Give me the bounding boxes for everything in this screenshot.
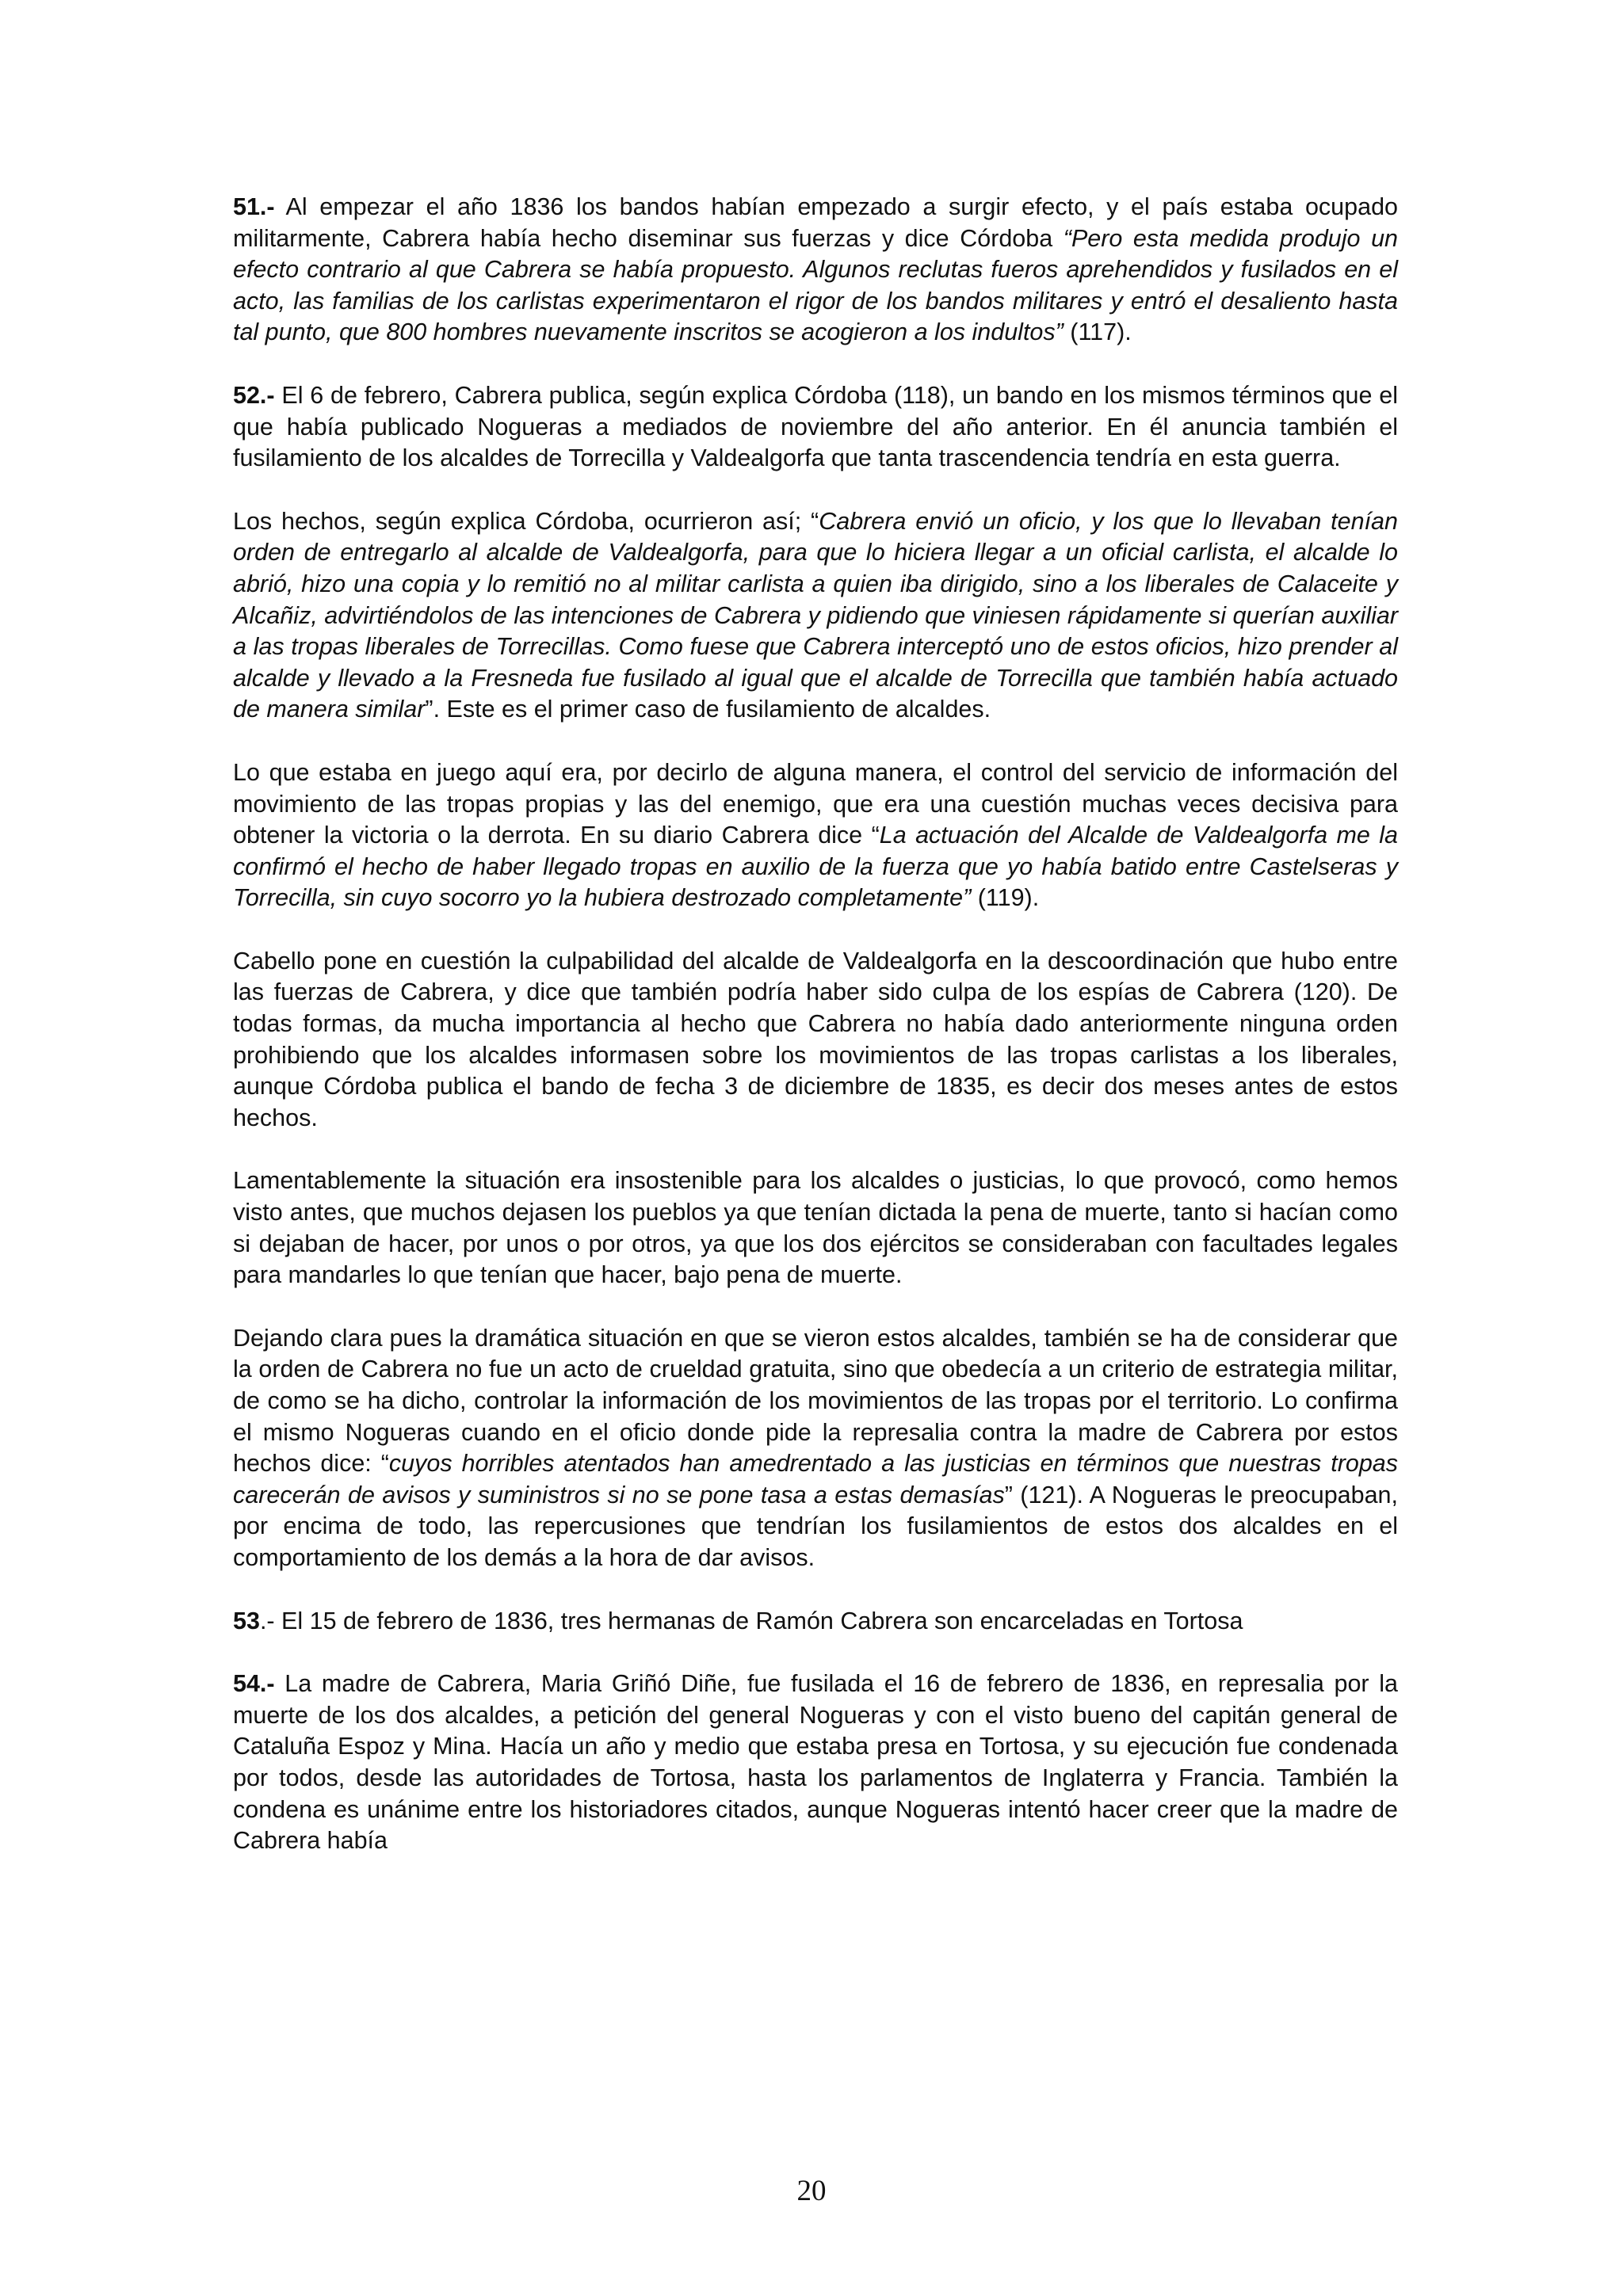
paragraph-cabello: [233, 946, 1398, 1135]
paragraph-text: .- El 15 de febrero de 1836, tres hermanas de Ramón Cabrera son encarceladas en Tortosa: [259, 1607, 1243, 1634]
quote-text: cuyos horribles atentados han amedrentado a las justicias en términos que nuestras tropas carecerán de avisos y suministros si no se pone tasa a estas demasías: [233, 1450, 1398, 1508]
paragraph-number: 54.-: [233, 1670, 275, 1698]
document-body: [233, 192, 1398, 1889]
paragraph-text: (119).: [971, 884, 1040, 912]
paragraph-54: [233, 1669, 1398, 1857]
paragraph-los-hechos: [233, 506, 1398, 726]
paragraph-number: 52.-: [233, 381, 275, 409]
paragraph-52: [233, 380, 1398, 475]
paragraph-dejando-clara: [233, 1323, 1398, 1574]
paragraph-lamentablemente: [233, 1165, 1398, 1291]
paragraph-number: 51.-: [233, 193, 275, 220]
paragraph-text: (117).: [1063, 318, 1132, 346]
paragraph-text: Lo que estaba en juego aquí era, por decirlo de alguna manera, el control del servicio de información del movimiento de las tropas propias y las del enemigo, que era una cuestión muchas veces decisiva para obtener la victoria o la derrota. En su diario Cabrera dice “: [233, 758, 1398, 849]
quote-text: La actuación del Alcalde de Valdealgorfa me la confirmó el hecho de haber llegado tropas en auxilio de la fuerza que yo había batido entre Castelseras y Torrecilla, sin cuyo socorro yo la hubiera destrozado completamente”: [233, 822, 1398, 912]
paragraph-lo-que-estaba-en-juego: [233, 757, 1398, 914]
paragraph-text: Cabello pone en cuestión la culpabilidad del alcalde de Valdealgorfa en la descoordinación que hubo entre las fuerzas de Cabrera, y dice que también podría haber sido culpa de los espías de Cabrera (120). De todas formas, da mucha importancia al hecho que Cabrera no había dado anteriormente ninguna orden prohibiendo que los alcaldes informasen sobre los movimientos de las tropas carlistas a los liberales, aunque Córdoba publica el bando de fecha 3 de diciembre de 1835, es decir dos meses antes de estos hechos.: [233, 947, 1398, 1131]
paragraph-text: Los hechos, según explica Córdoba, ocurrieron así; “: [233, 507, 819, 535]
paragraph-text: Dejando clara pues la dramática situación en que se vieron estos alcaldes, también se ha de considerar que la orden de Cabrera no fue un acto de crueldad gratuita, sino que obedecía a un criterio de estrategia militar, de como se ha dicho, controlar la información de los movimientos de las tropas por el territorio. Lo confirma el mismo Nogueras cuando en el oficio donde pide la represalia contra la madre de Cabrera por estos hechos dice: “: [233, 1324, 1398, 1478]
paragraph-text: ” (121). A Nogueras le preocupaban, por encima de todo, las repercusiones que tendrían los fusilamientos de estos dos alcaldes en el comportamiento de los demás a la hora de dar avisos.: [233, 1481, 1398, 1571]
paragraph-text: Lamentablemente la situación era insostenible para los alcaldes o justicias, lo que provocó, como hemos visto antes, que muchos dejasen los pueblos ya que tenían dictada la pena de muerte, tanto si hacían como si dejaban de hacer, por unos o por otros, ya que los dos ejércitos se consideraban con facultades legales para mandarles lo que tenían que hacer, bajo pena de muerte.: [233, 1167, 1398, 1289]
page-number: 20: [796, 2175, 827, 2207]
paragraph-text: El 6 de febrero, Cabrera publica, según explica Córdoba (118), un bando en los mismos términos que el que había publicado Nogueras a mediados de noviembre del año anterior. En él anuncia también el fusilamiento de los alcaldes de Torrecilla y Valdealgorfa que tanta trascendencia tendría en esta guerra.: [233, 381, 1398, 472]
paragraph-text: La madre de Cabrera, Maria Griñó Diñe, fue fusilada el 16 de febrero de 1836, en represalia por la muerte de los dos alcaldes, a petición del general Nogueras y con el visto bueno del capitán general de Cataluña Espoz y Mina. Hacía un año y medio que estaba presa en Tortosa, y su ejecución fue condenada por todos, desde las autoridades de Tortosa, hasta los parlamentos de Inglaterra y Francia. También la condena es unánime entre los historiadores citados, aunque Nogueras intentó hacer creer que la madre de Cabrera había: [233, 1670, 1398, 1855]
paragraph-51: [233, 192, 1398, 349]
paragraph-text: ”. Este es el primer caso de fusilamiento de alcaldes.: [425, 696, 991, 723]
paragraph-number: 53: [233, 1607, 260, 1634]
quote-text: “Pero esta medida produjo un efecto contrario al que Cabrera se había propuesto. Algunos reclutas fueros aprehendidos y fusilados en el acto, las familias de los carlistas experimentaron el rigor de los bandos militares y entró el desaliento hasta tal punto, que 800 hombres nuevamente inscritos se acogieron a los indultos”: [233, 224, 1398, 346]
paragraph-text: Al empezar el año 1836 los bandos habían empezado a surgir efecto, y el país estaba ocupado militarmente, Cabrera había hecho diseminar sus fuerzas y dice Córdoba: [233, 193, 1398, 252]
quote-text: Cabrera envió un oficio, y los que lo llevaban tenían orden de entregarlo al alcalde de Valdealgorfa, para que lo hiciera llegar a un oficial carlista, el alcalde lo abrió, hizo una copia y lo remitió no al militar carlista a quien iba dirigido, sino a los liberales de Calaceite y Alcañiz, advirtiéndolos de las intenciones de Cabrera y pidiendo que viniesen rápidamente si querían auxiliar a las tropas liberales de Torrecillas. Como fuese que Cabrera interceptó uno de estos oficios, hizo prender al alcalde y llevado a la Fresneda fue fusilado al igual que el alcalde de Torrecilla que también había actuado de manera similar: [233, 507, 1398, 723]
paragraph-53: [233, 1606, 1398, 1638]
